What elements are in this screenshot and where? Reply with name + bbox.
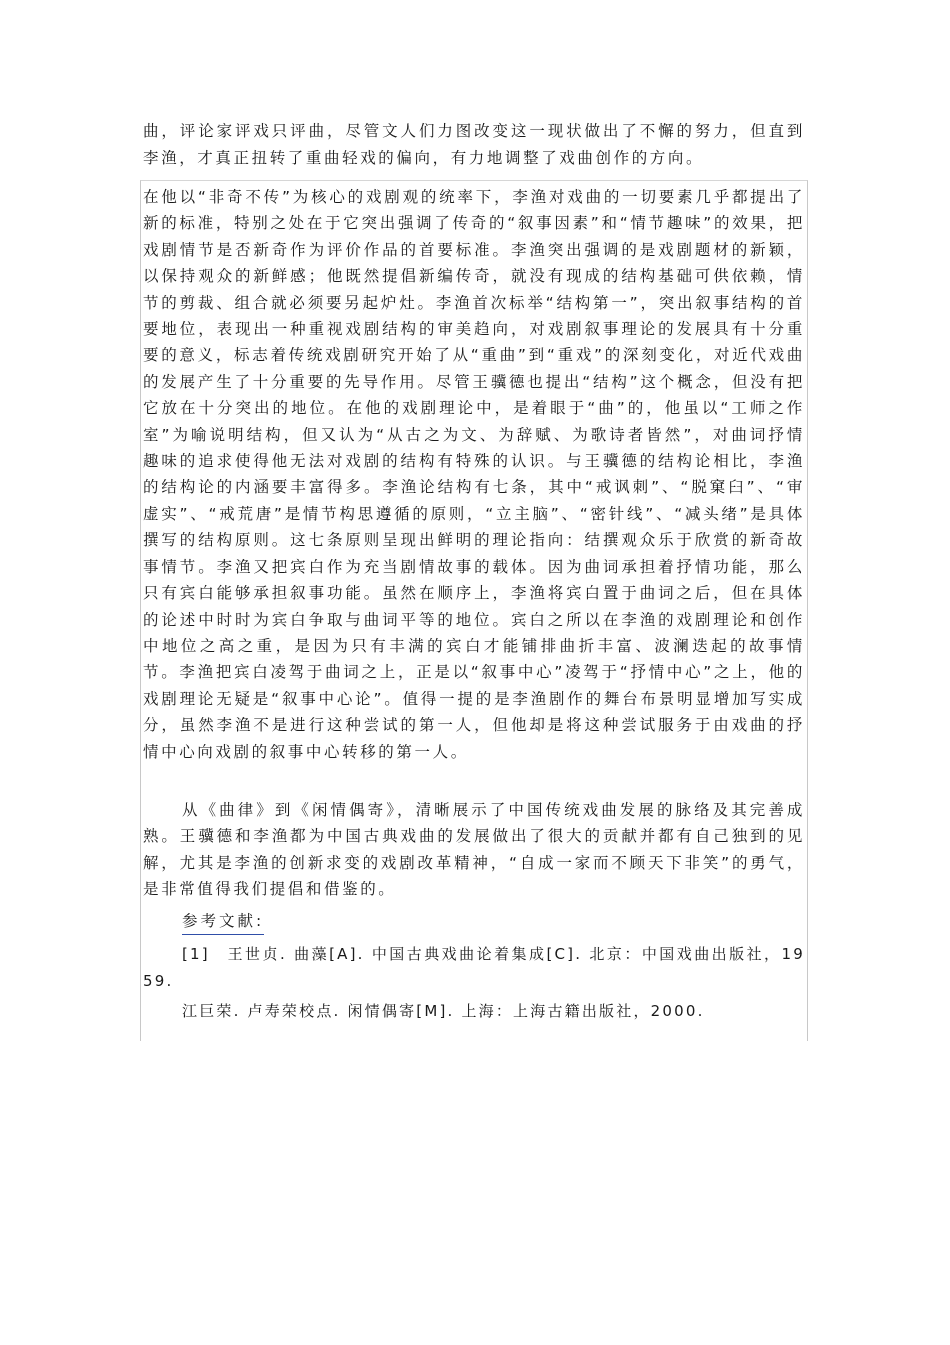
reference-item: [1] 王世贞. 曲藻[A]. 中国古典戏曲论着集成[C]. 北京：中国戏曲出版社，1959. xyxy=(143,945,805,990)
references-heading-line xyxy=(182,908,264,935)
references-heading-colon: : xyxy=(256,912,265,930)
reference-item: 江巨荣. 卢寿荣校点. 闲情偶寄[M]. 上海：上海古籍出版社，2000. xyxy=(182,1002,705,1020)
conclusion-paragraph: 从《曲律》到《闲情偶寄》，清晰展示了中国传统戏曲发展的脉络及其完善成熟。王骥德和李渔都为中国古典戏曲的发展做出了很大的贡献并都有自己独到的见解，尤其是李渔的创新求变的戏剧改革精神，“自成一家而不顾天下非笑”的勇气，是非常值得我们提倡和借鉴的。 xyxy=(143,801,805,899)
references-heading: 参考文献 xyxy=(182,912,257,930)
intro-paragraph: 曲，评论家评戏只评曲，尽管文人们力图改变这一现状做出了不懈的努力，但直到李渔，才真正扭转了重曲轻戏的偏向，有力地调整了戏曲创作的方向。 xyxy=(143,122,805,167)
main-paragraph: 在他以“非奇不传”为核心的戏剧观的统率下，李渔对戏曲的一切要素几乎都提出了新的标准，特别之处在于它突出强调了传奇的“叙事因素”和“情节趣味”的效果，把戏剧情节是否新奇作为评价作品的首要标准。李渔突出强调的是戏剧题材的新颖，以保持观众的新鲜感；他既然提倡新编传奇，就没有现成的结构基础可供依赖，情节的剪裁、组合就必须要另起炉灶。李渔首次标举“结构第一”，突出叙事结构的首要地位，表现出一种重视戏剧结构的审美趋向，对戏剧叙事理论的发展具有十分重要的意义，标志着传统戏剧研究开始了从“重曲”到“重戏”的深刻变化，对近代戏曲的发展产生了十分重要的先导作用。尽管王骥德也提出“结构”这个概念，但没有把它放在十分突出的地位。在他的戏剧理论中，是着眼于“曲”的，他虽以“工师之作室”为喻说明结构，但又认为“从古之为文、为辞赋、为歌诗者皆然”，对曲词抒情趣味的追求使得他无法对戏剧的结构有特殊的认识。与王骥德的结构论相比，李渔的结构论的内涵要丰富得多。李渔论结构有七条，其中“戒讽刺”、“脱窠臼”、“审虚实”、“戒荒唐”是情节构思遵循的原则，“立主脑”、“密针线”、“减头绪”是具体撰写的结构原则。这七条原则呈现出鲜明的理论指向：结撰观众乐于欣赏的新奇故事情节。李渔又把宾白作为充当剧情故事的载体。因为曲词承担着抒情功能，那么只有宾白能够承担叙事功能。虽然在顺序上，李渔将宾白置于曲词之后，但在具体的论述中时时为宾白争取与曲词平等的地位。宾白之所以在李渔的戏剧理论和创作中地位之高之重，是因为只有丰满的宾白才能铺排曲折丰富、波澜迭起的故事情节。李渔把宾白凌驾于曲词之上，正是以“叙事中心”凌驾于“抒情中心”之上，他的戏剧理论无疑是“叙事中心论”。值得一提的是李渔剧作的舞台布景明显增加写实成分，虽然李渔不是进行这种尝试的第一人，但他却是将这种尝试服务于由戏曲的抒情中心向戏剧的叙事中心转移的第一人。 xyxy=(143,188,805,761)
